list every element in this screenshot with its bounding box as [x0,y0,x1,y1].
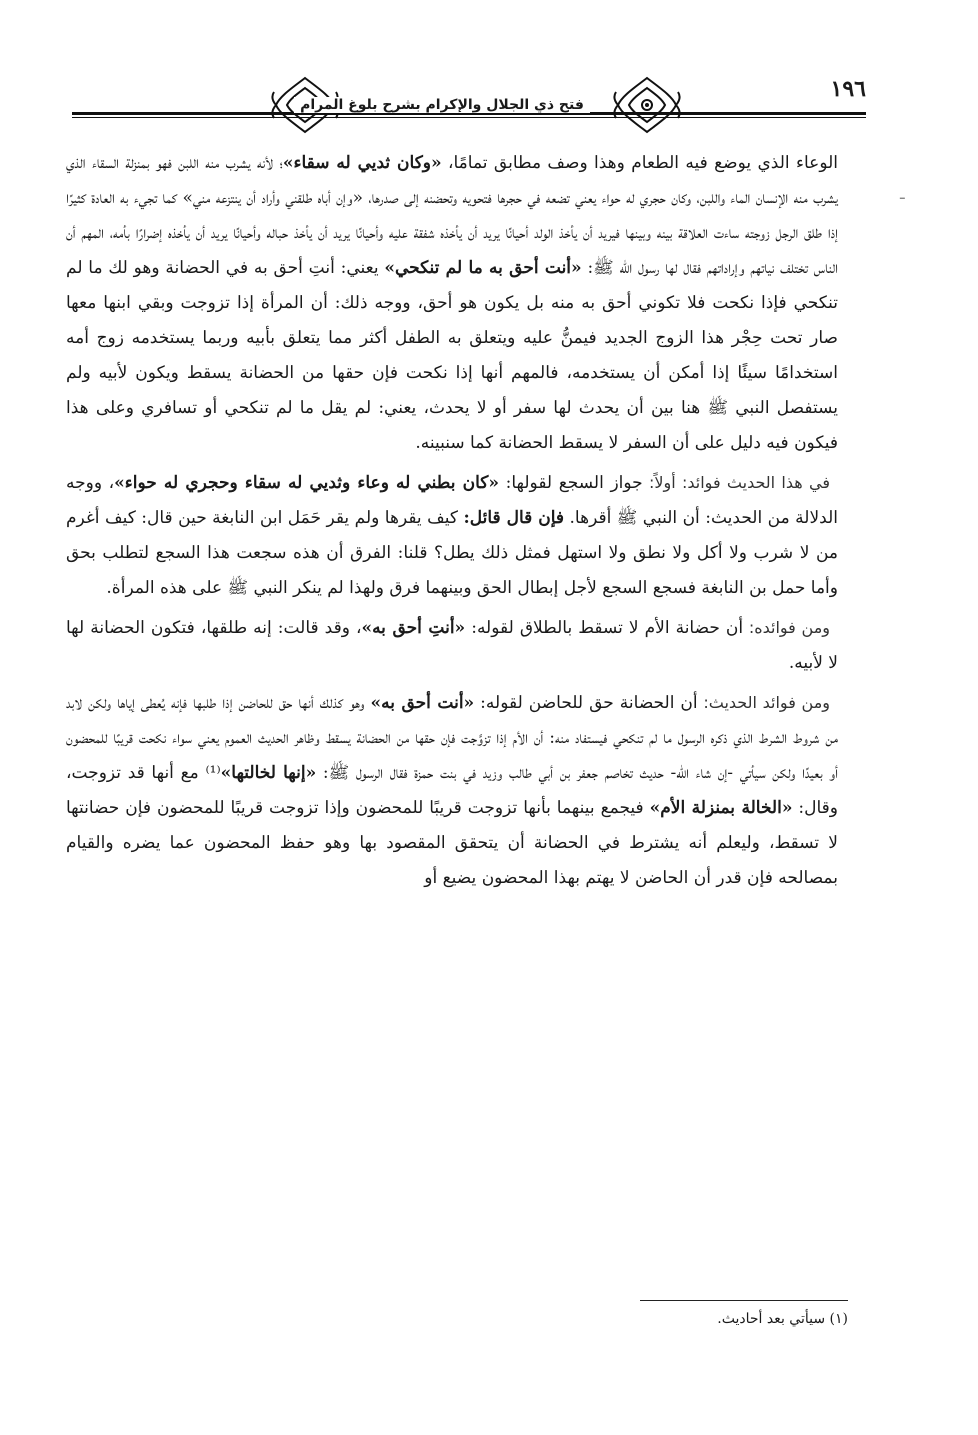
text-run: الوعاء الذي يوضع فيه الطعام وهذا وصف مطابق تمامًا، [441,153,838,173]
quoted-text: «أنت أحق به» [370,693,475,713]
text-run: أن حضانة الأم لا تسقط بالطلاق لقوله: [465,618,744,638]
text-run: ، ووجه الدلالة من الحديث: أن النبي ﷺ أقرها. [66,473,839,528]
header-title-box [277,78,607,132]
quoted-text: «كان بطني له وعاء وثديي له سقاء وحجري له حواء» [114,473,499,493]
ornament-right-icon [612,74,682,136]
page-number: ١٩٦ [830,76,866,102]
footnote: (١) سيأتي بعد أحاديث. [717,1311,848,1327]
text-run: كيف يقرها ولم يقر حَمَل ابن النابغة حين قال: كيف أغرم من لا شرب ولا أكل ولا نطق ولا استهل فمثل ذلك يطل؟ قلنا: الفرق أن هذه سجعت هذا السجع لتطلب بحق وأما حمل بن النابغة فسجع السجع لأجل إبطال الحق وبينهما فرق ولهذا لم ينكر النبي ﷺ على هذه المرأة. [66,508,838,598]
paragraph-benefits-custody-right [66,685,838,896]
quoted-text: «إنها لخالتها» [220,763,317,783]
text-run: فيجمع بينهما بأنها تزوجت قريبًا للمحضون وإذا تزوجت قريبًا للمحضون فإن حضانتها لا تسقط، وليعلم أنه يشترط في الحضانة أن يتحقق المقصود بها وهو حفظ المحضون عما يضره والقيام بمصالحه فإن قدر أن الحاضن لا يهتم بهذا المحضون يضيع أو [66,798,838,888]
body-text [66,146,838,896]
paragraph-benefits-first [66,465,838,606]
section-label: ومن فوائده: [743,618,830,637]
text-run: ، وقد قالت: إنه طلقها، فتكون الحضانة لها لا لأبيه. [66,618,838,673]
paragraph-hadith-explanation [66,146,838,461]
text-run: وهو كذلك أنها حق للحاضن إذا طلبها فإنه يُعطى إياها ولكن لابد من شروط الشرط الذي ذكره الرسول ما لم تنكحي فيستفاد منه: أن الأم إذا تزوَّجت فإن حقها من الحضانة يسقط وظاهر الحديث العموم يعني سواء نكحت قريبًا للمحضون أو بعيدًا ولكن سيأتي -إن شاء الله- حديث تخاصم جعفر بن أبي طالب وزيد في بنت حمزة فقال الرسول ﷺ: [66,693,838,783]
paragraph-benefits-divorce [66,610,838,681]
quoted-text: «أنت أحق به ما لم تنكحي» [384,258,582,278]
margin-mark: ـ [900,184,905,203]
text-run: ⁽¹⁾ مع أنها قد تزوجت، وقال: [66,763,838,818]
text-run: يعني: أنتِ أحق به في الحضانة وهو لك ما لم تنكحي فإذا نكحت فلا تكوني أحق به منه بل يكون هو أحق، ووجه ذلك: أن المرأة إذا تزوجت وبقي ابنها معها صار تحت حِجْر هذا الزوج الجديد فيمنُّ عليه ويتعلق به الطفل أكثر مما يتعلق بأبيه وربما يستخدمه زوج أمه استخدامًا سيئًا إذا أمكن أن يستخدمه، فالمهم أنها إذا نكحت فإن حقها من الحضانة يسقط ويكون لأبيه ولم يستفصل النبي ﷺ هنا بين أن يحدث لها سفر أو لا يحدث، يعني: لم يقل ما لم تنكحي أو تسافري وعلى هذا فيكون فيه دليل على أن السفر لا يسقط الحضانة كما سنبينه. [66,258,838,453]
section-label: ومن فوائد الحديث: [697,693,830,712]
quoted-text: «أنتِ أحق به» [361,618,466,638]
text-run: ؛ لأنه يشرب منه اللبن فهو بمنزلة السقاء الذي يشرب منه الإنسان الماء واللبن، وكان حجري له حواء يعني تضعه في حجرها فتحويه وتحضنه إلى صدرها، «وإن أباه طلقني وأراد أن ينتزعه مني» كما تجيء به العادة كثيرًا إذا طلق الرجل زوجته ساءت العلاقة بينه وبينها فيريد أن يأخذ الولد أحيانًا يريد أن يأخذه شفقة عليه وأحيانًا يريد أن يأخذ حباله وأحيانًا يريد أن يأخذه إضرارًا بأمه، المهم أن الناس تختلف نياتهم وإراداتهم فقال لها رسول الله ﷺ: [66,153,839,278]
page-header [72,72,866,140]
footnote-rule [640,1300,848,1301]
quoted-text: «وكان ثديي له سقاء» [282,153,442,173]
book-title: فتح ذي الجلال والإكرام بشرح بلوغ المرام [294,97,590,113]
text-run: جواز السجع لقولها: [499,473,643,493]
quoted-text: «الخالة بمنزلة الأم» [649,798,793,818]
text-run: أن الحضانة حق للحاضن لقوله: [474,693,698,713]
section-label: في هذا الحديث فوائد: أولاً: [642,473,830,492]
quoted-text: فإن قال قائل: [463,508,565,528]
